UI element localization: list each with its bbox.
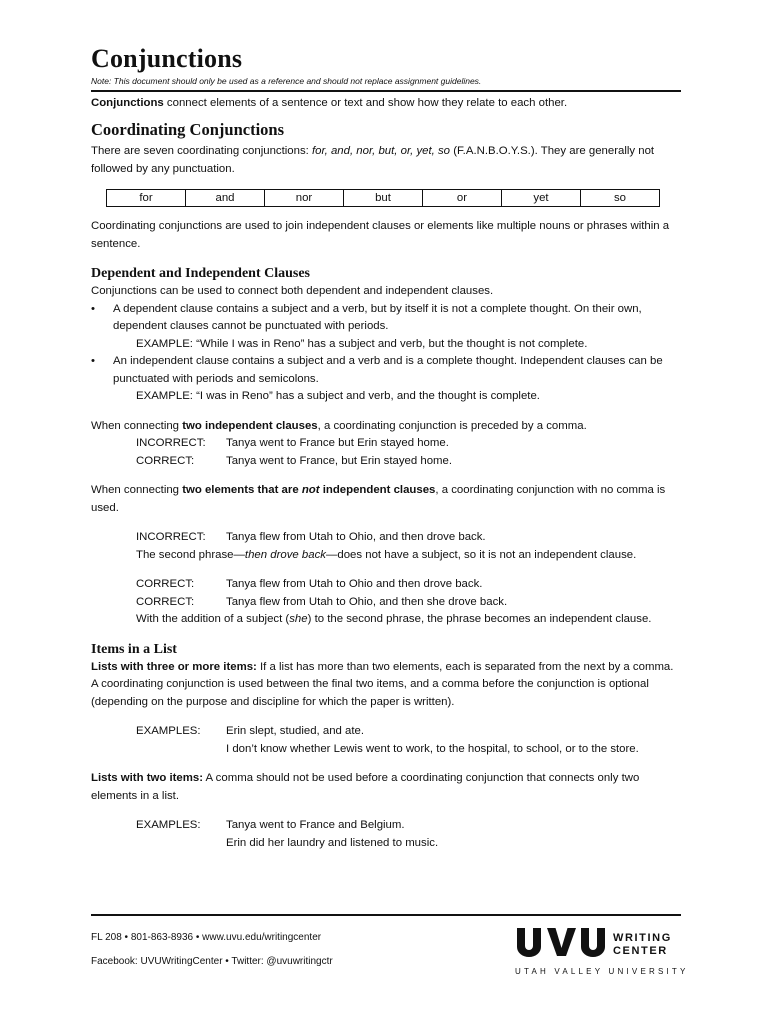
section-heading-list: Items in a List	[91, 641, 177, 657]
example-row: INCORRECT: Tanya flew from Utah to Ohio, and then drove back.	[136, 531, 486, 543]
clauses-bullet-list	[91, 301, 681, 406]
bullet-icon: •	[91, 302, 95, 315]
section-heading-coordinating: Coordinating Conjunctions	[91, 120, 284, 139]
independent-clauses-paragraph: When connecting two independent clauses, a coordinating conjunction is preceded by a comma.	[91, 419, 587, 432]
bullet-icon: •	[91, 355, 95, 367]
example-row: EXAMPLES: Tanya went to France and Belgium.	[136, 819, 405, 831]
fanboys-table	[106, 189, 660, 207]
fanboys-cell: nor	[265, 190, 344, 207]
example-explanation: With the addition of a subject (she) to the second phrase, the phrase becomes an independent clause.	[136, 613, 652, 625]
list-item: • An independent clause contains a subject and a verb and is a complete thought. Independent clauses can be punctuated with periods and semicolons. EXAMPLE: “I was in Reno” has a subject and verb, and the thought is complete.	[91, 353, 681, 406]
fanboys-cell: and	[186, 190, 265, 207]
uvu-writing-center-logo	[515, 926, 689, 982]
university-name: UTAH VALLEY UNIVERSITY	[515, 967, 689, 976]
footer-divider	[91, 914, 681, 916]
example-explanation: The second phrase—then drove back—does not have a subject, so it is not an independent clause.	[136, 548, 637, 561]
list-two-paragraph: Lists with two items: A comma should not be used before a coordinating conjunction that connects only two elements in a list.	[91, 772, 640, 802]
coordinating-paragraph: There are seven coordinating conjunctions: for, and, nor, but, or, yet, so (F.A.N.B.O.Y.S.). They are generally not followed by any punctuation.	[91, 145, 655, 175]
page-title: Conjunctions	[91, 44, 243, 73]
example-line: EXAMPLE: “I was in Reno” has a subject and verb, and the thought is complete.	[136, 390, 540, 402]
footer-contact	[91, 926, 333, 974]
coordinating-usage-paragraph: Coordinating conjunctions are used to join independent clauses or elements like multiple nouns or phrases within a sentence.	[91, 220, 670, 250]
example-row: CORRECT: Tanya flew from Utah to Ohio and then drove back.	[136, 578, 483, 590]
example-row: EXAMPLES: Erin slept, studied, and ate.	[136, 725, 365, 737]
non-independent-paragraph: When connecting two elements that are not independent clauses, a coordinating conjunction with no comma is used.	[91, 484, 666, 514]
document-page	[91, 44, 681, 852]
section-heading-clauses: Dependent and Independent Clauses	[91, 266, 310, 281]
uvu-logo-letters-icon	[515, 926, 611, 958]
fanboys-cell: but	[344, 190, 423, 207]
fanboys-cell: for	[107, 190, 186, 207]
clauses-intro: Conjunctions can be used to connect both dependent and independent clauses.	[91, 285, 494, 297]
reference-note: Note: This document should only be used as a reference and should not replace assignment guidelines.	[91, 76, 681, 92]
list-three-paragraph: Lists with three or more items: If a list has more than two elements, each is separated from the next by a comma. A coordinating conjunction is used between the final two items, and a comma before the conjunction is optional (depending on the purpose and discipline for which the paper is written).	[91, 660, 674, 708]
example-row: CORRECT: Tanya flew from Utah to Ohio, and then she drove back.	[136, 595, 508, 608]
example-line: EXAMPLE: “While I was in Reno” has a subject and verb, but the thought is not complete.	[136, 337, 588, 350]
example-row: Erin did her laundry and listened to music.	[226, 836, 439, 849]
fanboys-cell: yet	[502, 190, 581, 207]
list-item: • A dependent clause contains a subject and a verb, but by itself it is not a complete thought. On their own, dependent clauses cannot be punctuated with periods. EXAMPLE: “While I was in Reno” has a subject and verb, but the thought is not complete.	[91, 301, 681, 354]
example-row: INCORRECT: Tanya went to France but Erin stayed home.	[136, 437, 449, 449]
intro-term: Conjunctions	[91, 97, 164, 109]
footer-social-line: Facebook: UVUWritingCenter • Twitter: @uvuwritingctr	[91, 956, 333, 967]
example-row: CORRECT: Tanya went to France, but Erin stayed home.	[136, 454, 453, 467]
footer-address-line: FL 208 • 801-863-8936 • www.uvu.edu/writingcenter	[91, 932, 322, 943]
intro-paragraph: Conjunctions connect elements of a sentence or text and show how they relate to each other.	[91, 97, 568, 109]
fanboys-cell: or	[423, 190, 502, 207]
example-row: I don’t know whether Lewis went to work, to the hospital, to school, or to the store.	[226, 742, 639, 755]
writing-center-wordmark: WRITING CENTER	[613, 932, 672, 957]
fanboys-cell: so	[581, 190, 660, 207]
